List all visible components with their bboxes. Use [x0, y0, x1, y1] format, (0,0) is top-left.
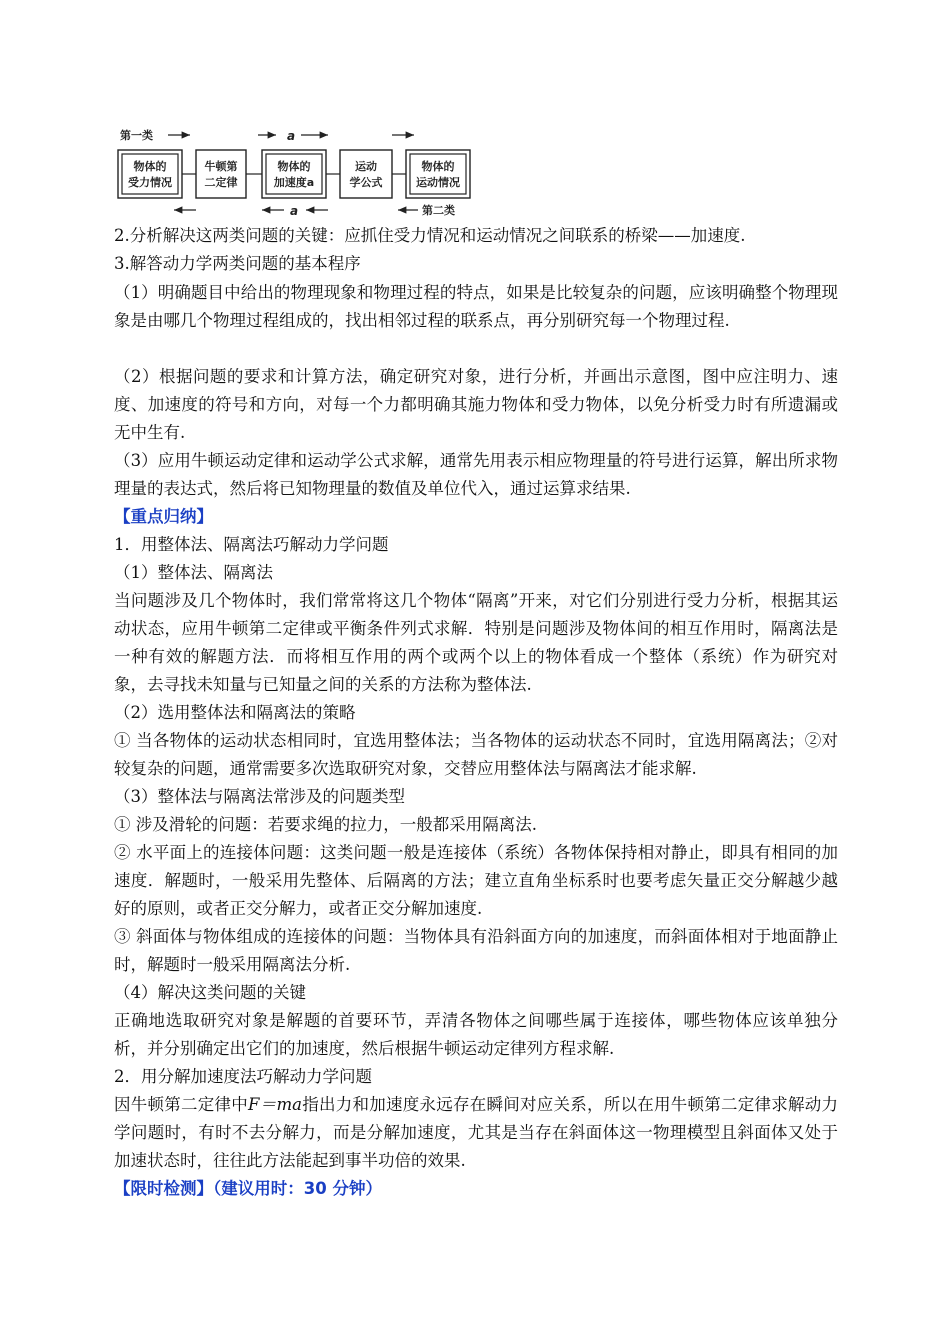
section-2-title: 2．用分解加速度法巧解动力学问题	[114, 1067, 372, 1086]
key-point-paragraph: 2.分析解决这两类问题的关键：应抓住受力情况和运动情况之间联系的桥梁——加速度.	[114, 226, 746, 245]
formula-f-equals-ma: F＝ma	[248, 1095, 302, 1114]
label-category-one: 第一类	[120, 129, 153, 142]
svg-text:受力情况: 受力情况	[128, 176, 172, 189]
problem-type-2: ② 水平面上的连接体问题：这类问题一般是连接体（系统）各物体保持相对静止，即具有相同的加速度．解题时，一般采用先整体、后隔离的方法；建立直角坐标系时也要考虑矢量正交分解越少越好的原则，或者正交分解力，或者正交分解加速度.	[114, 843, 838, 918]
section-1-title: 1．用整体法、隔离法巧解动力学问题	[114, 535, 389, 554]
step-3-paragraph: （3）应用牛顿运动定律和运动学公式求解，通常先用表示相应物理量的符号进行运算，解出所求物理量的表达式，然后将已知物理量的数值及单位代入，通过运算求结果.	[114, 451, 838, 498]
svg-text:运动: 运动	[355, 160, 377, 173]
svg-text:牛顿第: 牛顿第	[204, 160, 238, 173]
problem-type-1: ① 涉及滑轮的问题：若要求绳的拉力，一般都采用隔离法.	[114, 815, 537, 834]
section-2-body-post: 指出力和加速度永远存在瞬间对应关系，所以在用牛顿第二定律求解动力学问题时，有时不去分解力，而是分解加速度，尤其是当存在斜面体这一物理模型且斜面体又处于加速状态时，往往此方法能起到事半功倍的效果.	[114, 1095, 839, 1170]
key-summary-heading: 【重点归纳】	[114, 507, 213, 526]
subsection-1-2-title: （2）选用整体法和隔离法的策略	[114, 703, 356, 722]
box-kinematics-formula	[340, 150, 392, 198]
procedure-heading: 3.解答动力学两类问题的基本程序	[114, 254, 361, 273]
subsection-1-1-body: 当问题涉及几个物体时，我们常常将这几个物体“隔离”开来，对它们分别进行受力分析，根据其运动状态，应用牛顿第二定律或平衡条件列式求解．特别是问题涉及物体间的相互作用时，隔离法是一种有效的解题方法．而将相互作用的两个或两个以上的物体看成一个整体（系统）作为研究对象，去寻找未知量与已知量之间的关系的方法称为整体法.	[114, 591, 838, 694]
box-force-state	[118, 150, 182, 198]
timed-test-heading: 【限时检测】（建议用时：30 分钟）	[114, 1179, 382, 1198]
step-2-paragraph: （2）根据问题的要求和计算方法，确定研究对象，进行分析，并画出示意图，图中应注明力、速度、加速度的符号和方向，对每一个力都明确其施力物体和受力物体，以免分析受力时有所遗漏或无中生有.	[114, 367, 838, 442]
svg-text:物体的: 物体的	[133, 160, 167, 173]
svg-text:物体的: 物体的	[421, 160, 455, 173]
box-acceleration	[262, 150, 326, 198]
step-1-paragraph: （1）明确题目中给出的物理现象和物理过程的特点，如果是比较复杂的问题，应该明确整个物理现象是由哪几个物理过程组成的，找出相邻过程的联系点，再分别研究每一个物理过程.	[114, 283, 838, 330]
problem-type-3: ③ 斜面体与物体组成的连接体的问题：当物体具有沿斜面方向的加速度，而斜面体相对于地面静止时，解题时一般采用隔离法分析.	[114, 927, 838, 974]
svg-text:加速度a: 加速度a	[273, 176, 315, 189]
box-newton-second-law	[196, 150, 246, 198]
section-2-body-pre: 因牛顿第二定律中	[114, 1095, 249, 1114]
subsection-1-4-title: （4）解决这类问题的关键	[114, 983, 306, 1002]
svg-text:学公式: 学公式	[349, 176, 383, 189]
subsection-1-2-body: ① 当各物体的运动状态相同时，宜选用整体法；当各物体的运动状态不同时，宜选用隔离法；②对较复杂的问题，通常需要多次选取研究对象，交替应用整体法与隔离法才能求解.	[114, 731, 838, 778]
label-a-bottom: a	[290, 204, 299, 218]
svg-text:二定律: 二定律	[204, 176, 238, 189]
subsection-1-4-body: 正确地选取研究对象是解题的首要环节，弄清各物体之间哪些属于连接体，哪些物体应该单独分析，并分别确定出它们的加速度，然后根据牛顿运动定律列方程求解.	[114, 1011, 838, 1058]
svg-text:运动情况: 运动情况	[416, 176, 460, 189]
section-2-body	[114, 1091, 838, 1175]
svg-text:物体的: 物体的	[277, 160, 311, 173]
dynamics-flow-diagram	[116, 124, 476, 218]
subsection-1-1-title: （1）整体法、隔离法	[114, 563, 273, 582]
box-motion-state	[406, 150, 470, 198]
label-category-two: 第二类	[422, 204, 455, 217]
subsection-1-3-title: （3）整体法与隔离法常涉及的问题类型	[114, 787, 405, 806]
label-a-top: a	[287, 129, 296, 143]
